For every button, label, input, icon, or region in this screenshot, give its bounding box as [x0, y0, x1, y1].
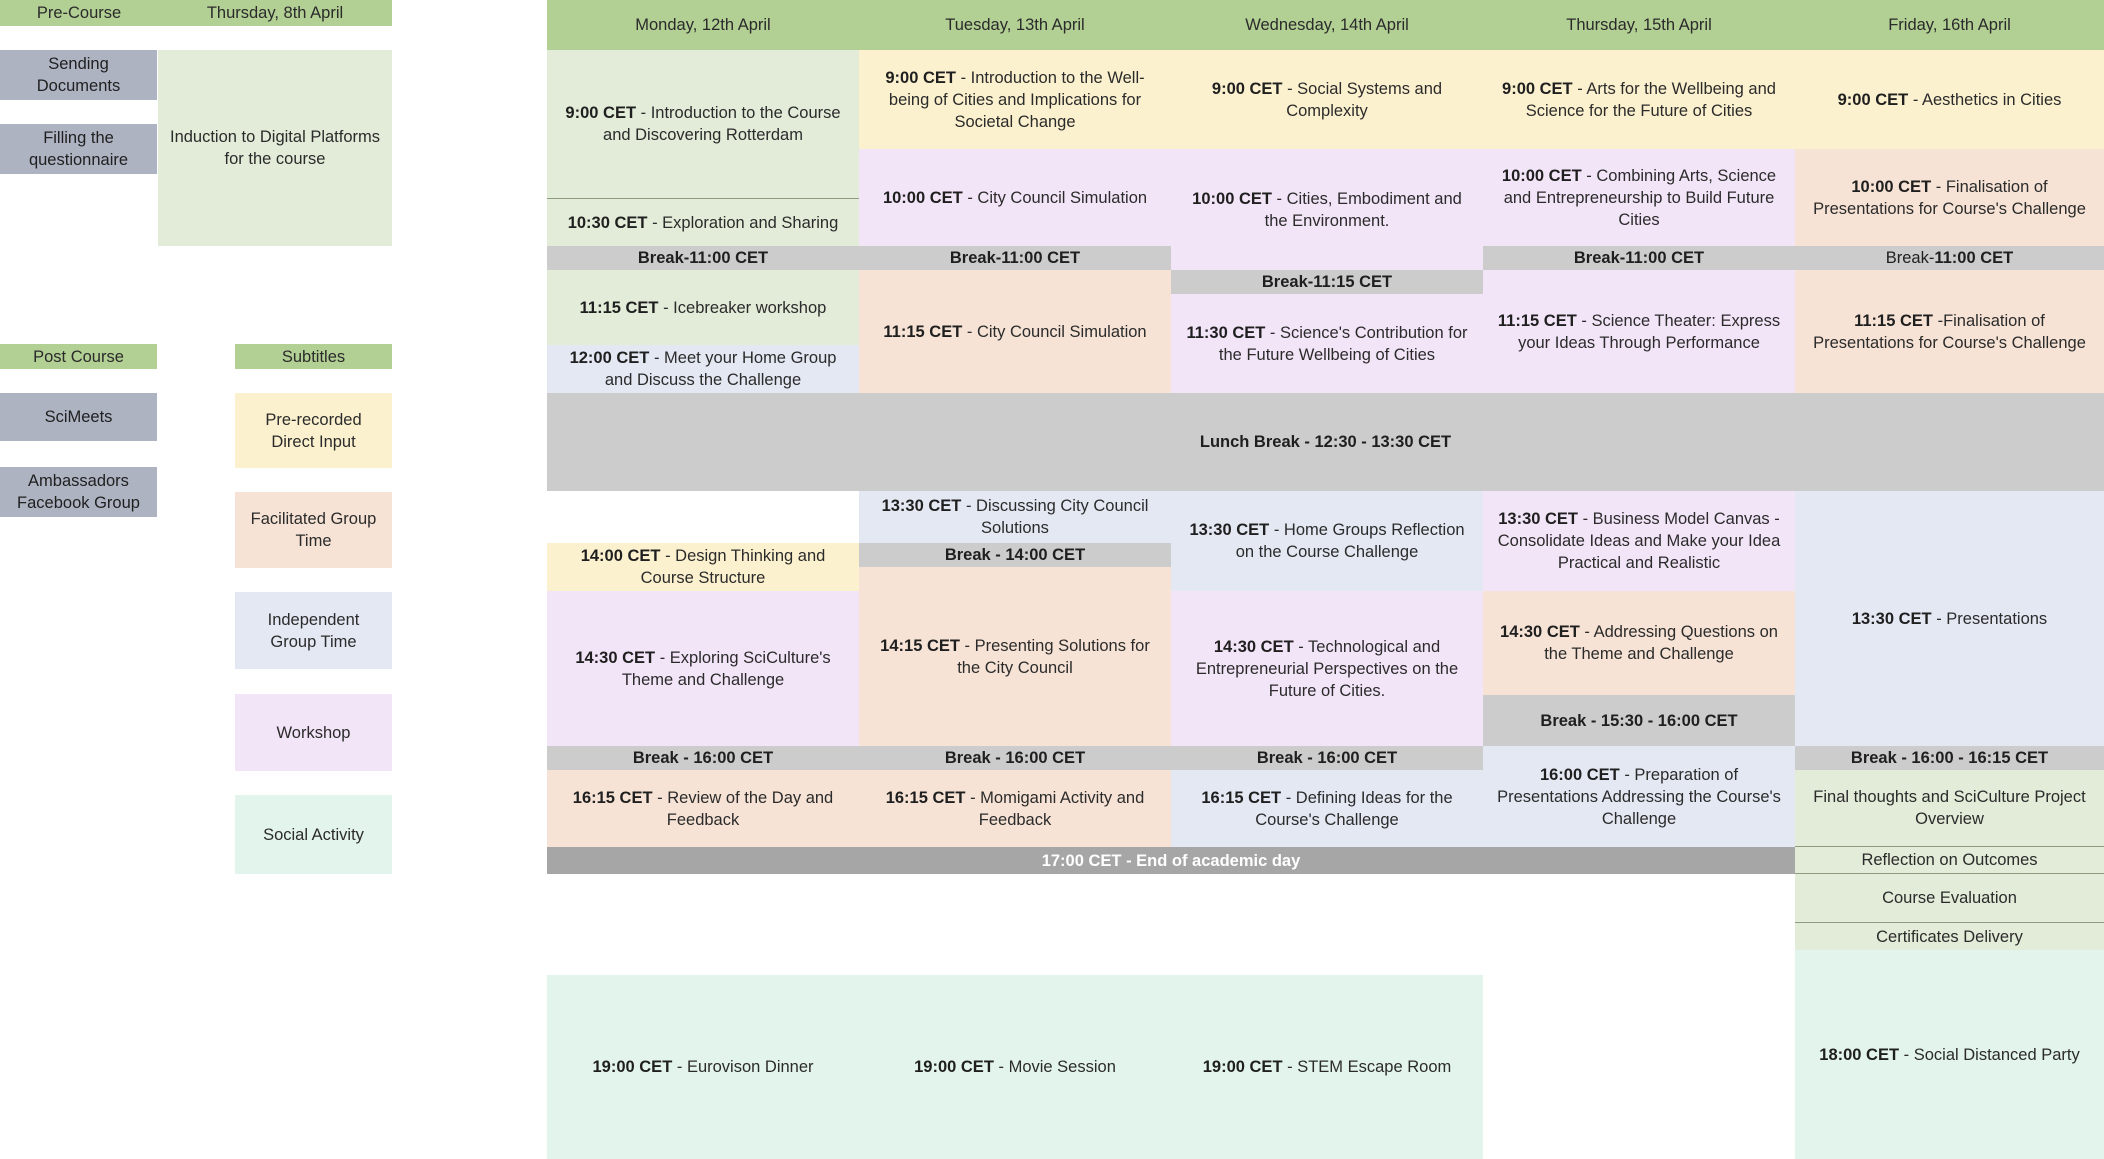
- session-monday-6: 14:30 CET - Exploring SciCulture's Theme and Challenge: [547, 591, 859, 746]
- session-wednesday-1: 9:00 CET - Social Systems and Complexity: [1171, 50, 1483, 149]
- session-friday-1: 9:00 CET - Aesthetics in Cities: [1795, 50, 2104, 149]
- day-header-monday: Monday, 12th April: [547, 0, 859, 50]
- session-friday-6: Reflection on Outcomes: [1795, 847, 2104, 874]
- session-monday-4: 12:00 CET - Meet your Home Group and Discuss the Challenge: [547, 345, 859, 393]
- session-wednesday-5: 14:30 CET - Technological and Entrepreneurial Perspectives on the Future of Cities.: [1171, 591, 1483, 746]
- session-thursday-3: 11:15 CET - Science Theater: Express your Ideas Through Performance: [1483, 270, 1795, 393]
- session-friday-2: 10:00 CET - Finalisation of Presentations for Course's Challenge: [1795, 149, 2104, 246]
- break-thursday-1: Break-11:00 CET: [1483, 246, 1795, 270]
- precourse-label: Pre-Course: [0, 0, 158, 26]
- session-tuesday-6: 16:15 CET - Momigami Activity and Feedback: [859, 770, 1171, 847]
- session-thursday-5: 14:30 CET - Addressing Questions on the Theme and Challenge: [1483, 591, 1795, 695]
- break-wednesday-2: Break - 16:00 CET: [1171, 746, 1483, 770]
- sending-documents: Sending Documents: [0, 50, 157, 100]
- legend-social: Social Activity: [235, 795, 392, 874]
- break-tuesday-2: Break - 14:00 CET: [859, 543, 1171, 567]
- day-header-thursday: Thursday, 15th April: [1483, 0, 1795, 50]
- session-tuesday-1: 9:00 CET - Introduction to the Well-being of Cities and Implications for Societal Change: [859, 50, 1171, 149]
- session-friday-4: 13:30 CET - Presentations: [1795, 491, 2104, 746]
- session-thursday-6: 16:00 CET - Preparation of Presentations Addressing the Course's Challenge: [1483, 746, 1795, 847]
- social-wednesday: 19:00 CET - STEM Escape Room: [1171, 975, 1483, 1159]
- ambassadors-facebook-group: Ambassadors Facebook Group: [0, 467, 157, 517]
- session-monday-3: 11:15 CET - Icebreaker workshop: [547, 270, 859, 345]
- end-of-academic-day: 17:00 CET - End of academic day: [547, 847, 1795, 874]
- postcourse-label: Post Course: [0, 344, 157, 369]
- precourse-date: Thursday, 8th April: [158, 0, 392, 26]
- session-monday-1: 9:00 CET - Introduction to the Course and Discovering Rotterdam: [547, 50, 859, 198]
- break-friday-1: Break-11:00 CET: [1795, 246, 2104, 270]
- legend-independent: Independent Group Time: [235, 592, 392, 669]
- day-header-friday: Friday, 16th April: [1795, 0, 2104, 50]
- break-friday-2: Break - 16:00 - 16:15 CET: [1795, 746, 2104, 770]
- session-tuesday-4: 13:30 CET - Discussing City Council Solutions: [859, 491, 1171, 543]
- break-monday-2: Break - 16:00 CET: [547, 746, 859, 770]
- session-wednesday-6: 16:15 CET - Defining Ideas for the Course's Challenge: [1171, 770, 1483, 847]
- session-wednesday-3: 11:30 CET - Science's Contribution for the Future Wellbeing of Cities: [1171, 294, 1483, 393]
- break-monday-1: Break-11:00 CET: [547, 246, 859, 270]
- break-wednesday-1: Break-11:15 CET: [1171, 270, 1483, 294]
- session-friday-8: Certificates Delivery: [1795, 923, 2104, 950]
- lunch-break: Lunch Break - 12:30 - 13:30 CET: [547, 393, 2104, 491]
- social-monday: 19:00 CET - Eurovison Dinner: [547, 975, 859, 1159]
- subtitles-title: Subtitles: [235, 344, 392, 369]
- scimeets: SciMeets: [0, 393, 157, 441]
- session-friday-3: 11:15 CET -Finalisation of Presentations for Course's Challenge: [1795, 270, 2104, 393]
- social-friday: 18:00 CET - Social Distanced Party: [1795, 950, 2104, 1159]
- break-tuesday-3: Break - 16:00 CET: [859, 746, 1171, 770]
- session-thursday-4: 13:30 CET - Business Model Canvas - Consolidate Ideas and Make your Idea Practical and Realistic: [1483, 491, 1795, 591]
- break-tuesday-1: Break-11:00 CET: [859, 246, 1171, 270]
- day-header-wednesday: Wednesday, 14th April: [1171, 0, 1483, 50]
- session-wednesday-4: 13:30 CET - Home Groups Reflection on the Course Challenge: [1171, 491, 1483, 591]
- legend-workshop: Workshop: [235, 694, 392, 771]
- session-monday-2: 10:30 CET - Exploration and Sharing: [547, 198, 859, 246]
- session-tuesday-3: 11:15 CET - City Council Simulation: [859, 270, 1171, 393]
- legend-facilitated: Facilitated Group Time: [235, 492, 392, 568]
- session-monday-5: 14:00 CET - Design Thinking and Course Structure: [547, 543, 859, 591]
- session-tuesday-2: 10:00 CET - City Council Simulation: [859, 149, 1171, 246]
- session-wednesday-2: 10:00 CET - Cities, Embodiment and the Environment.: [1171, 149, 1483, 270]
- break-thursday-2: Break - 15:30 - 16:00 CET: [1483, 695, 1795, 746]
- legend-prerecorded: Pre-recorded Direct Input: [235, 393, 392, 468]
- day-header-tuesday: Tuesday, 13th April: [859, 0, 1171, 50]
- session-thursday-2: 10:00 CET - Combining Arts, Science and Entrepreneurship to Build Future Cities: [1483, 149, 1795, 246]
- induction-digital-platforms: Induction to Digital Platforms for the course: [158, 50, 392, 246]
- session-monday-7: 16:15 CET - Review of the Day and Feedback: [547, 770, 859, 847]
- filling-questionnaire: Filling the questionnaire: [0, 124, 157, 174]
- session-tuesday-5: 14:15 CET - Presenting Solutions for the City Council: [859, 567, 1171, 746]
- session-thursday-1: 9:00 CET - Arts for the Wellbeing and Science for the Future of Cities: [1483, 50, 1795, 149]
- session-friday-7: Course Evaluation: [1795, 874, 2104, 923]
- social-tuesday: 19:00 CET - Movie Session: [859, 975, 1171, 1159]
- session-friday-5: Final thoughts and SciCulture Project Overview: [1795, 770, 2104, 847]
